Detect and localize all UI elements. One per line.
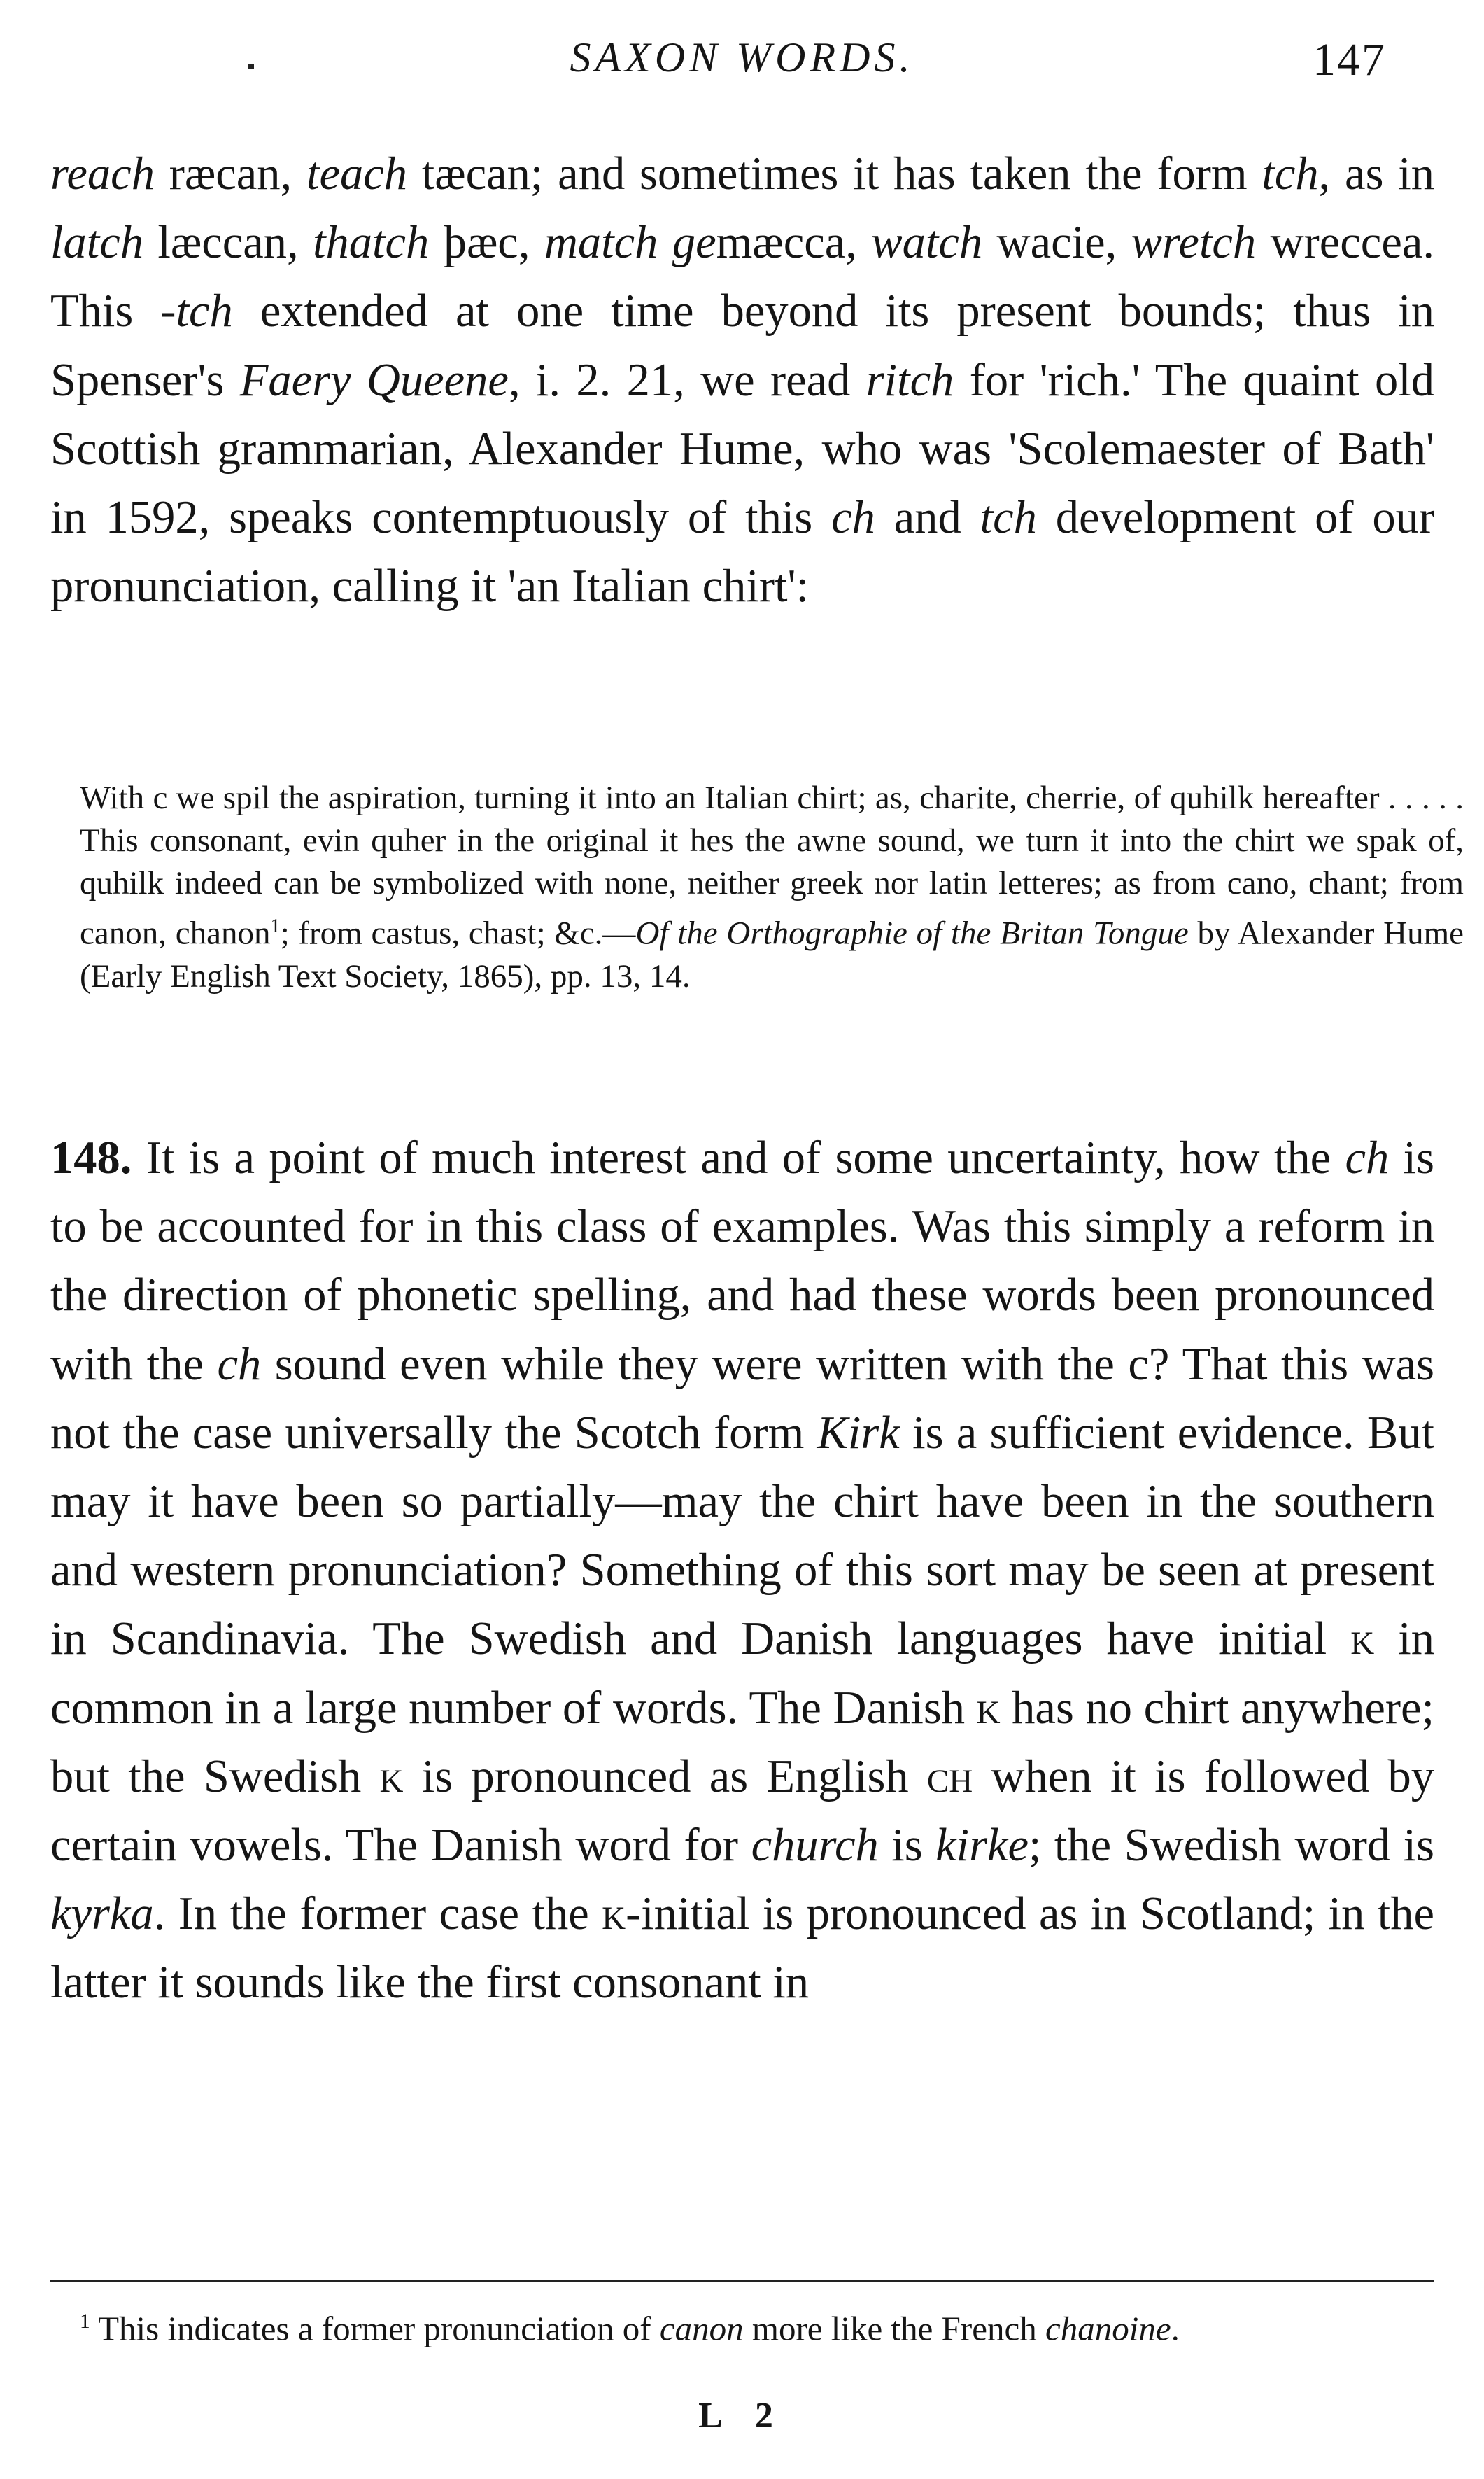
text-run: is [878, 1820, 936, 1871]
italic-run: church [751, 1820, 879, 1871]
text-run: when it is followed by certain vowels. The Danish word for [50, 1750, 1434, 1871]
text-run: more like the French [743, 2309, 1045, 2348]
italic-run: ritch [865, 354, 954, 406]
text-run: is to be accounted for in this class of examples. Was this simply a reform in the direction of phonetic spelling, and had these words been pronounced with the [50, 1132, 1434, 1390]
text-run: extended at one time beyond its present bounds; thus in Spenser's [50, 286, 1434, 406]
text-run: and [875, 492, 980, 544]
text-run: is pronounced as English [403, 1750, 927, 1802]
footnote-marker: 1 [80, 2310, 90, 2333]
italic-run: chanoine [1045, 2309, 1171, 2348]
italic-run: tch [176, 286, 233, 337]
footnote-text [90, 2309, 1180, 2347]
smallcaps-run: k [976, 1682, 1001, 1734]
text-run: ; the Swedish word is [1028, 1820, 1435, 1871]
smallcaps-run: k [379, 1750, 404, 1802]
italic-run: watch [871, 217, 983, 269]
footnote [50, 2299, 1464, 2351]
text-run: tæcan; and sometimes it has taken the form [407, 148, 1262, 199]
block-quotation [50, 777, 1464, 998]
text-run: sound even while they were written with the c? That this was not the case universally the Scotch form [50, 1338, 1434, 1459]
text-run: development of our pronunciation, calling it 'an Italian chirt': [50, 492, 1434, 612]
text-run: wacie, [982, 217, 1131, 269]
text-run: It is a point of much interest and of some uncertainty, how the [132, 1132, 1345, 1184]
running-title: SAXON WORDS. [570, 34, 914, 80]
text-run: ræcan, [154, 148, 306, 199]
italic-run: tch [1262, 148, 1319, 199]
italic-run: tch [980, 492, 1037, 544]
text-run: . In the former case the [153, 1888, 602, 1940]
italic-run: Of the Orthographie of the Britan Tongue [635, 915, 1189, 952]
italic-run: ch [831, 492, 875, 544]
text-run: ; from castus, chast; &c.— [280, 915, 636, 952]
page-number: 147 [1313, 34, 1386, 85]
text-run: With c we spil the aspiration, turning it into an Italian chirt; as, charite, cherrie, of quhilk hereafter . . . . . This consonant, evin quher in the original it hes the awne sound, we turn it into the chirt we spak of, quhilk indeed can be symbolized with none, neither greek nor latin letteres; as from cano, chant; from canon, chanon [80, 780, 1464, 952]
text-run: -initial is pronounced as in Scotland; in the latter it sounds like the first consonant in [50, 1888, 1435, 2009]
section-number: 148. [50, 1132, 132, 1184]
italic-run: thatch [313, 217, 430, 269]
italic-run: ge [672, 217, 716, 269]
text-run [658, 217, 672, 268]
text-run: mæcca, [716, 217, 872, 269]
footnote-reference: 1 [270, 915, 281, 937]
italic-run: teach [306, 148, 407, 199]
italic-run: ch [1345, 1132, 1390, 1184]
text-run: This indicates a former pronunciation of [90, 2309, 660, 2348]
running-head [49, 34, 1435, 97]
italic-run: kyrka [50, 1888, 154, 1940]
italic-run: ch [217, 1338, 262, 1390]
smallcaps-run: k [1350, 1613, 1375, 1665]
italic-run: wretch [1131, 217, 1257, 269]
footnote-divider [50, 2280, 1434, 2282]
italic-run: Faery Queene [239, 354, 509, 406]
text-run: for 'rich.' The quaint old Scottish grammarian, Alexander Hume, who was 'Scolemaester of Bath' in 1592, speaks contemptuously of this [50, 354, 1434, 544]
text-run: . [1171, 2309, 1180, 2348]
italic-run: match [544, 217, 658, 269]
text-run: , as in [1318, 148, 1434, 199]
text-run: is a sufficient evidence. But may it have been so partially—may the chirt have been in the southern and western pronunciation? Something of this sort may be seen at present in Scandinavia. The Swedish and Danish languages have initial [50, 1407, 1434, 1665]
paragraph-continued [50, 140, 1434, 621]
text-run: , i. 2. 21, we read [508, 354, 866, 406]
italic-run: reach [50, 148, 155, 199]
text-run: þæc, [429, 217, 544, 269]
paragraph-148 [50, 1124, 1434, 2018]
italic-run: kirke [935, 1820, 1029, 1871]
paragraph-148-text [50, 1132, 1434, 2008]
italic-run: latch [50, 217, 143, 269]
text-run: læccan, [143, 217, 313, 269]
text-run: has no chirt anywhere; but the Swedish [50, 1682, 1435, 1802]
text-run: wreccea. This - [50, 217, 1434, 337]
text-run: in common in a large number of words. The Danish [50, 1613, 1435, 1734]
signature-mark: L 2 [698, 2396, 786, 2436]
italic-run: Kirk [817, 1407, 900, 1459]
smallcaps-run: k [602, 1888, 626, 1940]
text-run: by Alexander Hume (Early English Text Society, 1865), pp. 13, 14. [80, 915, 1464, 995]
italic-run: canon [659, 2309, 744, 2348]
smallcaps-run: ch [926, 1750, 973, 1802]
